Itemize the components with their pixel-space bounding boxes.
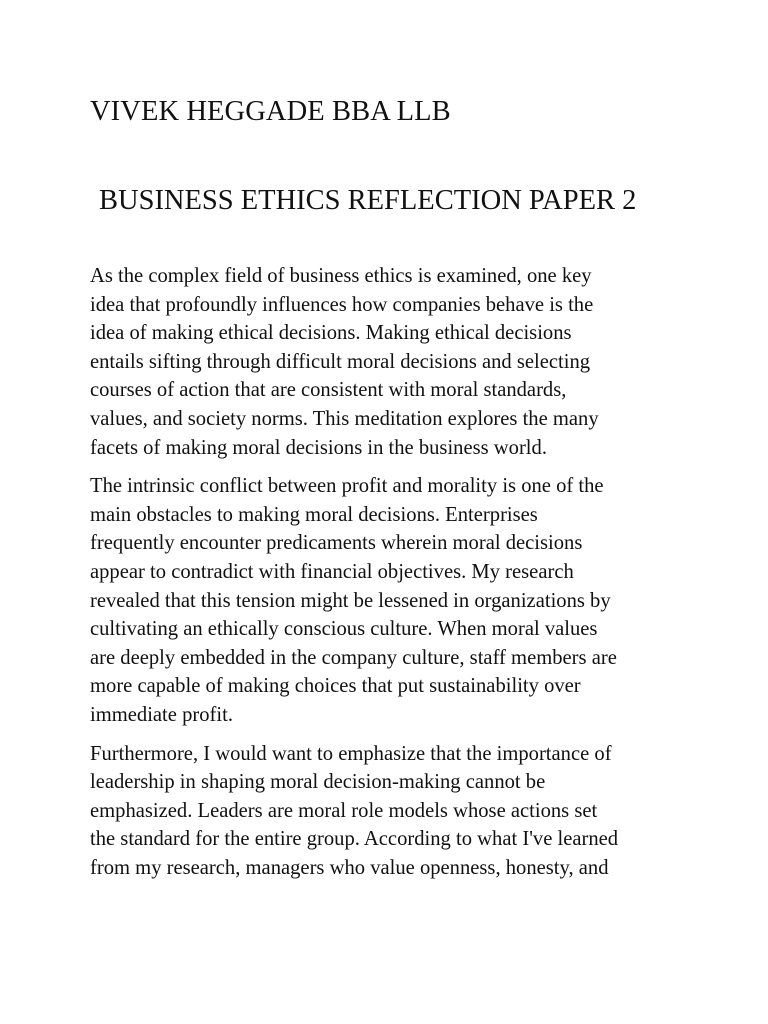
paragraph-1	[90, 262, 690, 462]
text-line: As the complex field of business ethics is examined, one key	[90, 265, 592, 287]
text-line: idea that profoundly influences how companies behave is the	[90, 293, 594, 316]
text-line: The intrinsic conflict between profit and morality is one of the	[90, 475, 604, 498]
paragraph-3	[90, 740, 690, 883]
text-line: courses of action that are consistent with moral standards,	[90, 379, 567, 402]
text-line: appear to contradict with financial objectives. My research	[90, 560, 574, 583]
text-line: frequently encounter predicaments wherein moral decisions	[90, 532, 583, 555]
paragraph-2	[90, 472, 690, 729]
text-line: main obstacles to making moral decisions. Enterprises	[90, 503, 538, 526]
text-line: more capable of making choices that put sustainability over	[90, 675, 581, 698]
text-line: values, and society norms. This meditation explores the many	[90, 407, 599, 430]
text-line: immediate profit.	[90, 703, 233, 726]
text-line: Furthermore, I would want to emphasize that the importance of	[90, 742, 612, 765]
text-line: idea of making ethical decisions. Making ethical decisions	[90, 322, 572, 345]
document-body	[90, 262, 690, 892]
text-line: cultivating an ethically conscious culture. When moral values	[90, 618, 598, 641]
text-line: from my research, managers who value openness, honesty, and	[90, 856, 609, 879]
author-line: VIVEK HEGGADE BBA LLB	[90, 96, 451, 127]
text-line: entails sifting through difficult moral decisions and selecting	[90, 350, 591, 373]
text-line: the standard for the entire group. According to what I've learned	[90, 828, 619, 851]
document-title: BUSINESS ETHICS REFLECTION PAPER 2	[99, 185, 637, 216]
text-line: emphasized. Leaders are moral role models whose actions set	[90, 799, 598, 822]
text-line: leadership in shaping moral decision-making cannot be	[90, 771, 546, 794]
text-line: are deeply embedded in the company culture, staff members are	[90, 646, 617, 669]
text-line: revealed that this tension might be lessened in organizations by	[90, 589, 611, 612]
text-line: facets of making moral decisions in the business world.	[90, 436, 547, 459]
